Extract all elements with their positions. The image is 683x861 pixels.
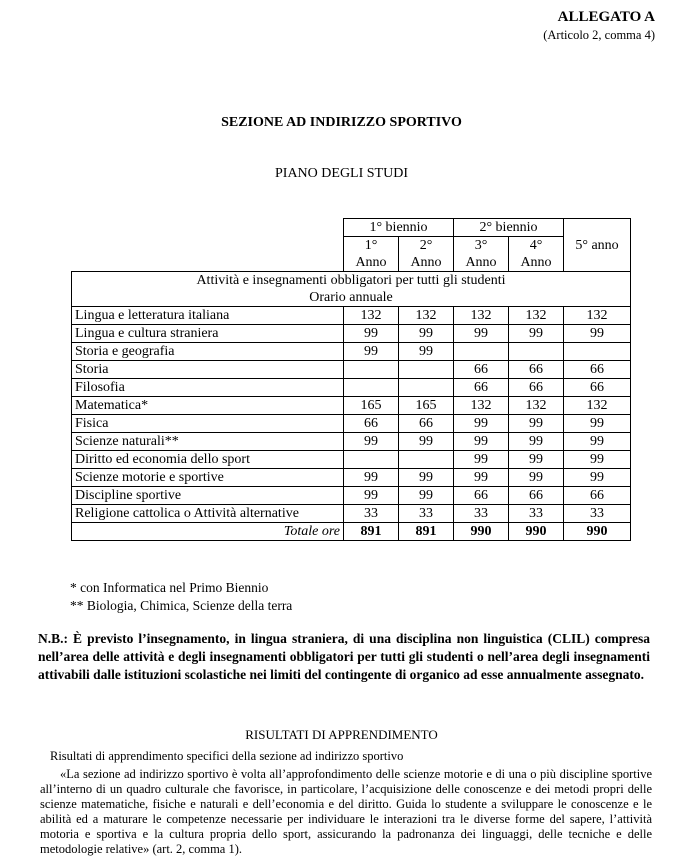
- year-3-number: 3°: [454, 237, 509, 255]
- subject-name: Scienze motorie e sportive: [72, 469, 344, 487]
- risultati-quote: [40, 767, 652, 857]
- hours-year-4: 132: [509, 307, 564, 325]
- table-row: [72, 487, 631, 505]
- hours-year-1: [344, 451, 399, 469]
- hours-year-1: 33: [344, 505, 399, 523]
- subject-name: Diritto ed economia dello sport: [72, 451, 344, 469]
- hours-year-3: 66: [454, 361, 509, 379]
- hours-year-5: 99: [564, 451, 631, 469]
- hours-year-1: 99: [344, 433, 399, 451]
- blank-corner: [72, 219, 344, 272]
- table-row: [72, 361, 631, 379]
- total-year-5: 990: [564, 523, 631, 541]
- year-4-number: 4°: [509, 237, 564, 255]
- table-row: [72, 433, 631, 451]
- hours-year-5: 99: [564, 469, 631, 487]
- hours-year-4: 99: [509, 433, 564, 451]
- year-1-label: Anno: [344, 254, 399, 272]
- subject-name: Lingua e cultura straniera: [72, 325, 344, 343]
- table-row: [72, 379, 631, 397]
- table-row: [72, 307, 631, 325]
- footnote-informatica: * con Informatica nel Primo Biennio: [70, 580, 269, 595]
- table-row: [72, 415, 631, 433]
- table-row: [72, 325, 631, 343]
- year-5-header: 5° anno: [564, 219, 631, 272]
- hours-year-2: 165: [399, 397, 454, 415]
- hours-year-2: 132: [399, 307, 454, 325]
- hours-year-2: [399, 379, 454, 397]
- hours-year-2: 33: [399, 505, 454, 523]
- hours-year-5: 132: [564, 397, 631, 415]
- year-2-number: 2°: [399, 237, 454, 255]
- hours-year-3: [454, 343, 509, 361]
- hours-year-1: 99: [344, 487, 399, 505]
- subject-name: Fisica: [72, 415, 344, 433]
- hours-year-4: 99: [509, 469, 564, 487]
- hours-year-2: [399, 451, 454, 469]
- hours-year-5: 99: [564, 415, 631, 433]
- hours-year-3: 99: [454, 451, 509, 469]
- hours-year-2: 99: [399, 469, 454, 487]
- caption-line-2: Orario annuale: [309, 290, 393, 305]
- table-row: [72, 505, 631, 523]
- hours-year-5: 33: [564, 505, 631, 523]
- subject-name: Storia: [72, 361, 344, 379]
- hours-year-5: 99: [564, 325, 631, 343]
- subject-name: Scienze naturali**: [72, 433, 344, 451]
- year-1-number: 1°: [344, 237, 399, 255]
- hours-year-3: 33: [454, 505, 509, 523]
- hours-year-2: 99: [399, 433, 454, 451]
- hours-year-3: 99: [454, 325, 509, 343]
- table-row: [72, 451, 631, 469]
- hours-year-2: 99: [399, 325, 454, 343]
- risultati-specific-heading: Risultati di apprendimento specifici della sezione ad indirizzo sportivo: [50, 749, 404, 763]
- total-year-4: 990: [509, 523, 564, 541]
- hours-year-2: [399, 361, 454, 379]
- year-3-label: Anno: [454, 254, 509, 272]
- group-1-biennio: 1° biennio: [344, 219, 454, 237]
- quote-text: «La sezione ad indirizzo sportivo è volta all’approfondimento delle scienze motorie e di una o più discipline sportive all’interno di un quadro culturale che favorisce, in particolare, l’acquisizione delle conoscenze e dei metodi propri delle scienze matematiche, fisiche e naturali e dell’economia e del diritto. Guida lo studente a sviluppare le conoscenze e le abilità ed a maturare le competenze necessarie per individuare le interazioni tra le diverse forme del sapere, l’attività motoria e sportiva e la cultura propria dello sport, assicurando la padronanza dei linguaggi, delle tecniche e delle metodologie relative» (art. 2, comma 1).: [40, 767, 652, 856]
- caption-row: [72, 272, 631, 307]
- articolo-reference: (Articolo 2, comma 4): [543, 28, 655, 42]
- hours-year-1: [344, 361, 399, 379]
- hours-year-5: 66: [564, 361, 631, 379]
- hours-year-4: 66: [509, 361, 564, 379]
- hours-year-5: 132: [564, 307, 631, 325]
- hours-year-3: 132: [454, 307, 509, 325]
- subject-name: Lingua e letteratura italiana: [72, 307, 344, 325]
- year-2-label: Anno: [399, 254, 454, 272]
- hours-year-4: 132: [509, 397, 564, 415]
- hours-year-5: 66: [564, 487, 631, 505]
- allegato-heading: ALLEGATO A: [557, 9, 655, 25]
- table-row: [72, 343, 631, 361]
- group-2-biennio: 2° biennio: [454, 219, 564, 237]
- hours-year-3: 99: [454, 415, 509, 433]
- hours-year-5: 99: [564, 433, 631, 451]
- hours-year-4: 99: [509, 325, 564, 343]
- section-title: SEZIONE AD INDIRIZZO SPORTIVO: [221, 115, 462, 130]
- hours-year-2: 66: [399, 415, 454, 433]
- table-row: [72, 469, 631, 487]
- hours-year-4: 99: [509, 451, 564, 469]
- nb-clil-note: N.B.: È previsto l’insegnamento, in lingua straniera, di una disciplina non linguistica (CLIL) compresa nell’area delle attività e degli insegnamenti obbligatori per tutti gli studenti o nell’area degli insegnamenti attivabili dalle istituzioni scolastiche nei limiti del contingente di organico ad esse annualmente assegnato.: [38, 631, 650, 682]
- hours-year-5: 66: [564, 379, 631, 397]
- subject-name: Discipline sportive: [72, 487, 344, 505]
- hours-year-3: 66: [454, 487, 509, 505]
- plan-title: PIANO DEGLI STUDI: [275, 166, 408, 181]
- hours-year-5: [564, 343, 631, 361]
- study-plan-table: [71, 218, 631, 541]
- hours-year-1: 132: [344, 307, 399, 325]
- subject-name: Storia e geografia: [72, 343, 344, 361]
- hours-year-3: 99: [454, 433, 509, 451]
- table-caption: [72, 272, 631, 307]
- totals-row: [72, 523, 631, 541]
- total-year-3: 990: [454, 523, 509, 541]
- year-4-label: Anno: [509, 254, 564, 272]
- hours-year-3: 99: [454, 469, 509, 487]
- table-row: [72, 397, 631, 415]
- caption-line-1: Attività e insegnamenti obbligatori per tutti gli studenti: [196, 273, 506, 288]
- hours-year-3: 66: [454, 379, 509, 397]
- header-row-groups: [72, 219, 631, 237]
- hours-year-3: 132: [454, 397, 509, 415]
- hours-year-4: 99: [509, 415, 564, 433]
- hours-year-4: 66: [509, 487, 564, 505]
- hours-year-2: 99: [399, 343, 454, 361]
- hours-year-4: [509, 343, 564, 361]
- subject-name: Matematica*: [72, 397, 344, 415]
- hours-year-4: 33: [509, 505, 564, 523]
- hours-year-1: [344, 379, 399, 397]
- hours-year-4: 66: [509, 379, 564, 397]
- total-label: Totale ore: [72, 523, 344, 541]
- subject-name: Filosofia: [72, 379, 344, 397]
- hours-year-1: 66: [344, 415, 399, 433]
- hours-year-1: 99: [344, 469, 399, 487]
- footnote-scienze: ** Biologia, Chimica, Scienze della terra: [70, 598, 293, 613]
- total-year-1: 891: [344, 523, 399, 541]
- hours-year-1: 99: [344, 325, 399, 343]
- risultati-title: RISULTATI DI APPRENDIMENTO: [245, 727, 438, 742]
- total-year-2: 891: [399, 523, 454, 541]
- subject-name: Religione cattolica o Attività alternative: [72, 505, 344, 523]
- hours-year-1: 99: [344, 343, 399, 361]
- hours-year-2: 99: [399, 487, 454, 505]
- hours-year-1: 165: [344, 397, 399, 415]
